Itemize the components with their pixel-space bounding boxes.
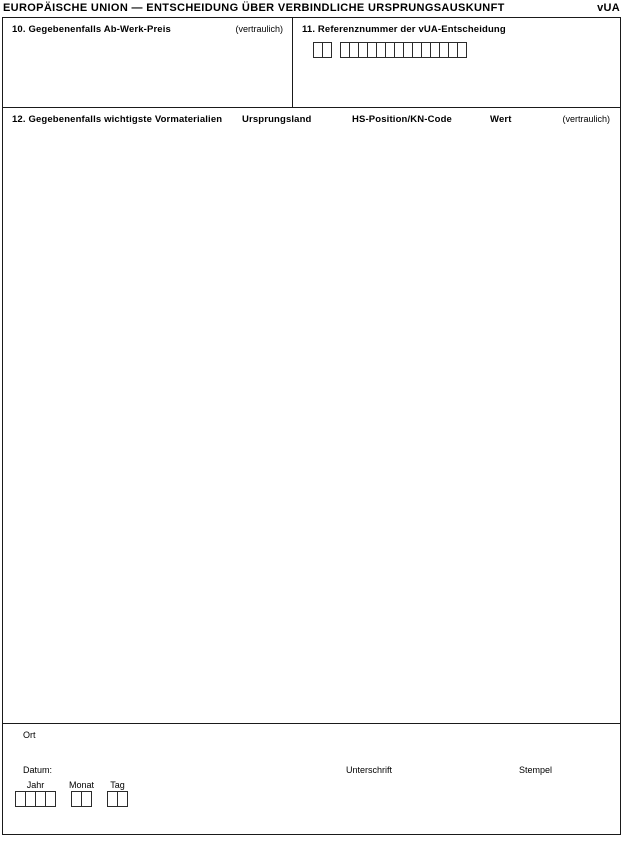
form-title: EUROPÄISCHE UNION — ENTSCHEIDUNG ÜBER VERBINDLICHE URSPRUNGSAUSKUNFT xyxy=(3,2,505,14)
date-label: Datum: xyxy=(23,765,53,775)
column-header-hs-code: HS-Position/KN-Code xyxy=(352,114,452,125)
date-input-groups xyxy=(15,780,128,807)
reference-number-cellgroup xyxy=(340,42,467,58)
field-11-reference-number[interactable] xyxy=(293,18,620,107)
input-cell[interactable] xyxy=(457,42,467,58)
date-day-group xyxy=(107,780,128,807)
month-label: Monat xyxy=(69,780,95,790)
row-fields-10-11 xyxy=(3,18,620,108)
month-cellgroup xyxy=(71,791,92,807)
field-11-label: 11. Referenznummer der vUA-Entscheidung xyxy=(302,24,506,35)
day-cellgroup xyxy=(107,791,128,807)
signature-label: Unterschrift xyxy=(346,765,393,775)
field-10-header xyxy=(3,18,292,35)
date-month-group xyxy=(69,780,94,807)
field-12-label: 12. Gegebenenfalls wichtigste Vormaterialien xyxy=(12,114,223,125)
reference-country-cellgroup xyxy=(313,42,332,58)
input-cell[interactable] xyxy=(81,791,92,807)
field-11-header xyxy=(293,18,620,35)
column-header-origin: Ursprungsland xyxy=(242,114,312,125)
field-10-label: 10. Gegebenenfalls Ab-Werk-Preis xyxy=(12,24,171,35)
year-label: Jahr xyxy=(26,780,45,790)
stamp-label: Stempel xyxy=(519,765,553,775)
date-year-group xyxy=(15,780,56,807)
place-label: Ort xyxy=(23,730,36,740)
input-cell[interactable] xyxy=(322,42,332,58)
input-cell[interactable] xyxy=(45,791,56,807)
form-code-badge: vUA xyxy=(597,2,620,14)
form-header xyxy=(3,2,620,14)
form-frame xyxy=(2,17,621,835)
day-label: Tag xyxy=(110,780,125,790)
reference-number-cells xyxy=(313,42,620,58)
input-cell[interactable] xyxy=(117,791,128,807)
field-12-confidential-note: (vertraulich) xyxy=(562,114,610,124)
footer-section xyxy=(3,724,620,835)
column-header-value: Wert xyxy=(490,114,512,125)
field-10-ex-works-price[interactable] xyxy=(3,18,293,107)
field-10-confidential-note: (vertraulich) xyxy=(235,24,283,34)
year-cellgroup xyxy=(15,791,56,807)
field-12-materials[interactable] xyxy=(3,108,620,724)
